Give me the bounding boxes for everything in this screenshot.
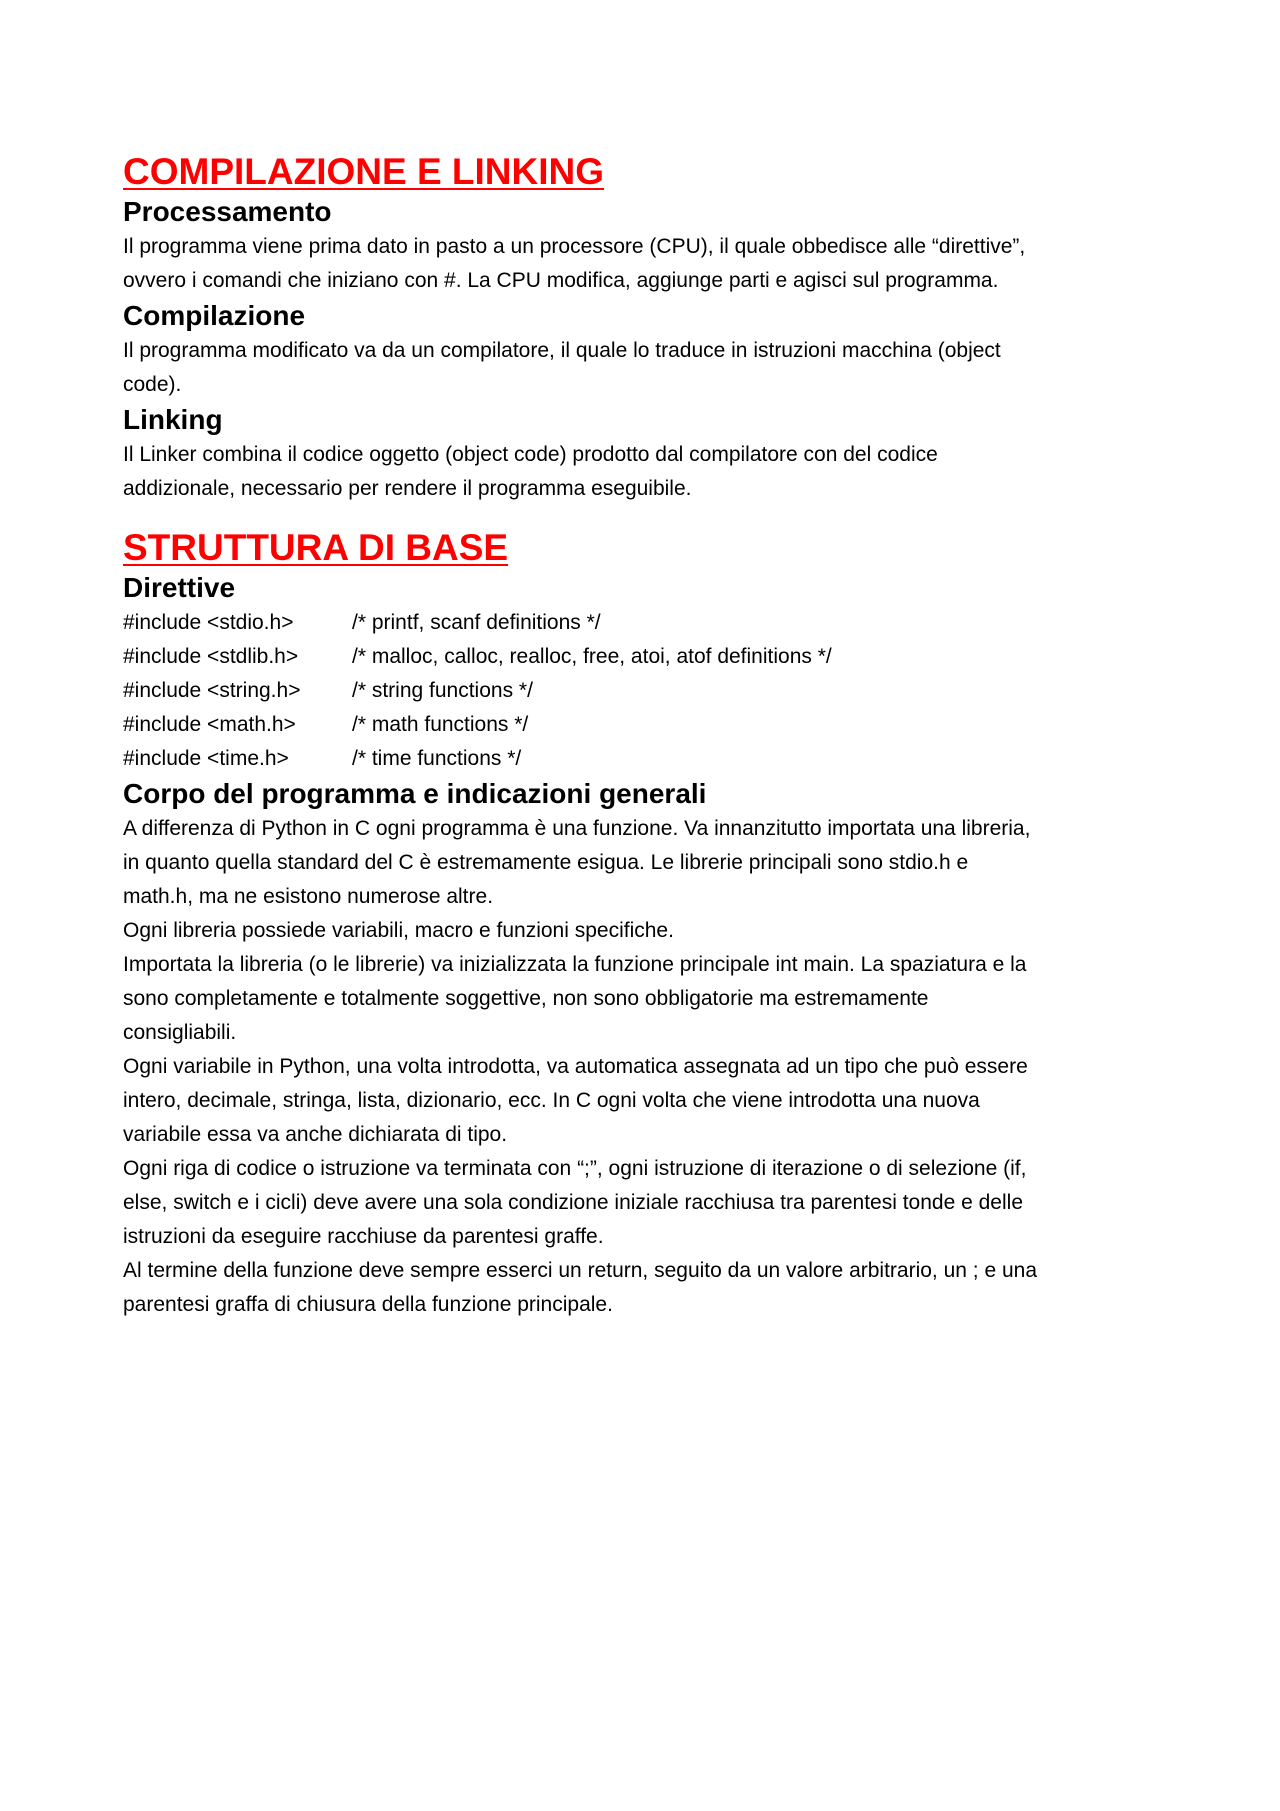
document-page [123, 150, 1173, 1322]
paragraph-line: Al termine della funzione deve sempre esserci un return, seguito da un valore arbitrario, un ; e una [123, 1259, 1038, 1282]
include-line: #include <math.h> [123, 713, 296, 736]
paragraph-line: intero, decimale, stringa, lista, dizionario, ecc. In C ogni volta che viene introdotta una nuova [123, 1089, 980, 1112]
subsection-corpo [123, 776, 1173, 1322]
paragraph-line: Il Linker combina il codice oggetto (object code) prodotto dal compilatore con del codice [123, 443, 938, 466]
paragraph-line: ovvero i comandi che iniziano con #. La CPU modifica, aggiunge parti e agisci sul programma. [123, 269, 999, 292]
include-comment: /* malloc, calloc, realloc, free, atoi, atof definitions */ [352, 645, 832, 668]
paragraph-line: istruzioni da eseguire racchiuse da parentesi graffe. [123, 1225, 604, 1248]
heading-corpo: Corpo del programma e indicazioni generali [123, 778, 707, 809]
heading-linking: Linking [123, 404, 223, 435]
include-comment: /* time functions */ [352, 747, 522, 770]
section-title-struttura: STRUTTURA DI BASE [123, 527, 509, 568]
section-spacer [123, 506, 1173, 526]
directive-row [123, 606, 1173, 640]
paragraph-line: parentesi graffa di chiusura della funzione principale. [123, 1293, 613, 1316]
directive-row [123, 640, 1173, 674]
subsection-direttive [123, 570, 1173, 776]
paragraph-line: addizionale, necessario per rendere il programma eseguibile. [123, 477, 692, 500]
subsection-processamento [123, 194, 1173, 298]
include-comment: /* string functions */ [352, 679, 533, 702]
paragraph-line: in quanto quella standard del C è estremamente esigua. Le librerie principali sono stdio.h e [123, 851, 969, 874]
section-title-compilazione: COMPILAZIONE E LINKING [123, 151, 604, 192]
paragraph-line: else, switch e i cicli) deve avere una sola condizione iniziale racchiusa tra parentesi tonde e delle [123, 1191, 1023, 1214]
heading-compilazione: Compilazione [123, 300, 306, 331]
paragraph-line: consigliabili. [123, 1021, 237, 1044]
subsection-linking [123, 402, 1173, 506]
include-comment: /* math functions */ [352, 713, 529, 736]
include-comment: /* printf, scanf definitions */ [352, 611, 601, 634]
paragraph-line: Il programma viene prima dato in pasto a un processore (CPU), il quale obbedisce alle “direttive”, [123, 235, 1026, 258]
paragraph-line: Ogni riga di codice o istruzione va terminata con “;”, ogni istruzione di iterazione o di selezione (if, [123, 1157, 1027, 1180]
paragraph-line: variabile essa va anche dichiarata di tipo. [123, 1123, 508, 1146]
paragraph-line: math.h, ma ne esistono numerose altre. [123, 885, 494, 908]
directive-row [123, 708, 1173, 742]
paragraph-line: sono completamente e totalmente soggettive, non sono obbligatorie ma estremamente [123, 987, 929, 1010]
heading-direttive: Direttive [123, 572, 236, 603]
directive-row [123, 674, 1173, 708]
include-line: #include <time.h> [123, 747, 289, 770]
paragraph-line: Ogni libreria possiede variabili, macro e funzioni specifiche. [123, 919, 674, 942]
paragraph-line: Importata la libreria (o le librerie) va inizializzata la funzione principale int main. La spaziatura e la [123, 953, 1027, 976]
paragraph-line: Ogni variabile in Python, una volta introdotta, va automatica assegnata ad un tipo che può essere [123, 1055, 1028, 1078]
paragraph-line: A differenza di Python in C ogni programma è una funzione. Va innanzitutto importata una libreria, [123, 817, 1031, 840]
heading-processamento: Processamento [123, 196, 332, 227]
paragraph-line: Il programma modificato va da un compilatore, il quale lo traduce in istruzioni macchina (object [123, 339, 1001, 362]
subsection-compilazione [123, 298, 1173, 402]
include-line: #include <stdlib.h> [123, 645, 299, 668]
include-line: #include <string.h> [123, 679, 301, 702]
directive-row [123, 742, 1173, 776]
include-line: #include <stdio.h> [123, 611, 294, 634]
paragraph-line: code). [123, 373, 182, 396]
